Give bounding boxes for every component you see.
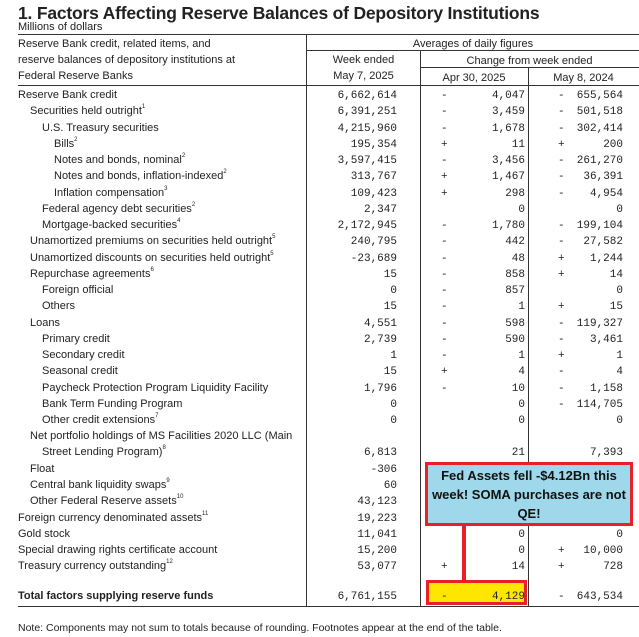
divider: [420, 67, 639, 68]
cell-value: 1,796: [363, 382, 397, 395]
cell-value: 0: [390, 415, 397, 427]
row-label: Mortgage-backed securities$^4$: [42, 218, 181, 231]
table-row: [0, 250, 639, 266]
cell-c1: 3,459: [491, 106, 525, 119]
cell-value: -23,689: [350, 252, 397, 265]
row-label: Paycheck Protection Program Liquidity Facility: [42, 381, 269, 394]
cell-s2: -: [558, 171, 565, 184]
cell-c1: 857: [505, 285, 525, 297]
footnote-ref: 10: [176, 494, 184, 501]
cell-value: 109,423: [350, 187, 397, 200]
row-label: U.S. Treasury securities: [42, 121, 159, 134]
cell-s1: -: [441, 382, 448, 395]
cell-s2: +: [558, 301, 565, 314]
footnote: Note: Components may not sum to totals because of rounding. Footnotes appear at the end of the table.: [18, 622, 502, 634]
cell-value: 3,597,415: [337, 155, 397, 167]
cell-s2: -: [558, 187, 565, 200]
header-col1: Apr 30, 2025: [442, 72, 506, 84]
row-label: Secondary credit: [42, 349, 125, 361]
header-col2: May 8, 2024: [553, 72, 614, 84]
header-week-ended: Week ended: [332, 54, 395, 66]
table-row: [0, 428, 639, 461]
cell-value: 43,123: [357, 496, 397, 509]
cell-c2: 1,158: [589, 382, 623, 395]
cell-value: 60: [383, 480, 397, 492]
cell-s2: -: [558, 333, 565, 346]
cell-value: 240,795: [350, 236, 397, 249]
row-label: Foreign official: [42, 284, 114, 296]
cell-s2: -: [558, 220, 565, 232]
table-row: [0, 185, 639, 201]
footnote-ref: 5: [272, 234, 276, 241]
table-row: [0, 298, 639, 314]
row-label: Unamortized discounts on securities held outright$^5$: [30, 250, 274, 264]
row-label: Inflation compensation$^3$: [54, 185, 168, 199]
cell-value: 2,172,945: [337, 220, 397, 232]
cell-c2: 4: [616, 366, 623, 379]
cell-c1: 11: [511, 138, 525, 151]
cell-value: 1: [390, 350, 397, 362]
row-label: Loans: [30, 316, 60, 329]
footnote-ref: 2: [191, 201, 196, 208]
footnote-ref: 2: [223, 169, 227, 176]
cell-c2: 3,461: [589, 333, 623, 346]
cell-c2: 0: [616, 415, 623, 427]
cell-s2: -: [558, 90, 565, 102]
cell-c1: 48: [511, 252, 525, 265]
table-row: [0, 201, 639, 217]
annotation-callout: Fed Assets fell -$4.12Bn this week! SOMA purchases are not QE!: [425, 462, 633, 526]
footnote-ref: 11: [202, 510, 209, 517]
table-row: [0, 363, 639, 379]
cell-c2: 27,582: [583, 236, 623, 249]
cell-c1: 0: [518, 203, 525, 216]
row-label: Other credit extensions$^7$: [42, 413, 159, 426]
row-label: Net portfolio holdings of MS Facilities 2020 LLC (Main: [30, 430, 293, 443]
row-label: Notes and bonds, inflation-indexed$^2$: [54, 169, 227, 183]
cell-s1: -: [441, 285, 448, 297]
row-label: Other Federal Reserve assets$^{10}$: [30, 494, 184, 508]
row-label: Others: [42, 300, 76, 313]
row-label: Reserve Bank credit: [18, 89, 118, 101]
table-row: [0, 331, 639, 347]
footnote-ref: 2: [74, 136, 78, 143]
row-label: Securities held outright$^1$: [30, 104, 146, 118]
cell-c1: 0: [518, 415, 525, 427]
row-label: Treasury currency outstanding$^{12}$: [18, 559, 173, 573]
row-label: Foreign currency denominated assets$^{11}$: [18, 510, 209, 524]
table-row: [0, 380, 639, 396]
cell-c2: 10,000: [583, 545, 623, 557]
table-row: [0, 347, 639, 363]
cell-s2: -: [558, 122, 565, 135]
cell-s1: -: [441, 236, 448, 249]
cell-s1: +: [441, 138, 448, 151]
cell-value: 19,223: [357, 512, 397, 525]
row-label: Gold stock: [18, 527, 70, 540]
cell-c1: 1: [518, 350, 525, 362]
row-label: Central bank liquidity swaps$^9$: [30, 478, 170, 491]
cell-value: 2,739: [363, 333, 397, 346]
cell-c2: 14: [609, 268, 623, 281]
cell-value: 53,077: [357, 561, 397, 574]
cell-s2: +: [558, 545, 565, 557]
cell-value: 6,813: [363, 447, 397, 460]
cell-c2: 302,414: [576, 122, 623, 135]
cell-c2: 1: [616, 350, 623, 362]
cell-c2: 114,705: [576, 398, 623, 411]
cell-c2: 36,391: [583, 171, 623, 184]
cell-value: 6,662,614: [337, 90, 397, 102]
footnote-ref: 12: [166, 559, 173, 566]
footnote-ref: 4: [177, 218, 181, 224]
cell-value: 15: [383, 268, 397, 281]
header-desc-3: Federal Reserve Banks: [18, 70, 133, 82]
cell-s1: -: [441, 252, 448, 265]
cell-s1: +: [441, 366, 448, 379]
table-row: [0, 168, 639, 184]
cell-s2: +: [558, 138, 565, 151]
cell-value: 15,200: [357, 545, 397, 557]
total-change2: 643,534: [576, 591, 623, 603]
cell-s2: +: [558, 252, 565, 265]
footnote-ref: 2: [181, 153, 186, 159]
footnote-ref: 6: [150, 266, 154, 273]
footnote-ref: 1: [141, 104, 146, 111]
footnote-ref: 3: [164, 185, 168, 192]
row-label: Federal agency debt securities$^2$: [42, 201, 196, 215]
cell-c2: 119,327: [576, 317, 623, 330]
cell-s1: +: [441, 187, 448, 200]
cell-value: 6,391,251: [337, 106, 397, 119]
cell-c2: 0: [616, 528, 623, 541]
cell-s2: -: [558, 398, 565, 411]
cell-c1: 590: [505, 333, 525, 346]
cell-s1: -: [441, 333, 448, 346]
row-label: Bills$^2$: [54, 136, 78, 150]
units-label: Millions of dollars: [18, 21, 103, 33]
cell-s2: +: [558, 561, 565, 574]
total-sign1: -: [441, 591, 448, 603]
divider: [18, 606, 639, 607]
cell-c1: 1,780: [491, 220, 525, 232]
cell-c1: 1: [518, 301, 525, 314]
header-week-date: May 7, 2025: [333, 70, 394, 82]
cell-c2: 0: [616, 285, 623, 297]
callout-connector: [462, 526, 466, 581]
cell-s1: -: [441, 122, 448, 135]
total-row: [0, 588, 639, 604]
table-row: [0, 526, 639, 542]
table-row: [0, 282, 639, 298]
cell-c2: 261,270: [576, 155, 623, 167]
cell-c1: 858: [505, 268, 525, 281]
table-row: [0, 266, 639, 282]
table-row: [0, 120, 639, 136]
cell-value: 15: [383, 366, 397, 379]
cell-s2: +: [558, 268, 565, 281]
cell-c2: 655,564: [576, 90, 623, 102]
total-change1: 4,129: [491, 591, 525, 603]
table-row: [0, 542, 639, 558]
cell-c1: 0: [518, 528, 525, 541]
cell-s2: -: [558, 366, 565, 379]
header-change-from: Change from week ended: [466, 55, 593, 67]
divider: [307, 50, 639, 51]
cell-c1: 0: [518, 398, 525, 411]
cell-c1: 14: [511, 561, 525, 574]
cell-c2: 0: [616, 203, 623, 216]
row-label: Primary credit: [42, 332, 110, 345]
table-row: [0, 217, 639, 233]
cell-c1: 442: [505, 236, 525, 249]
cell-s1: -: [441, 106, 448, 119]
cell-c2: 501,518: [576, 106, 623, 119]
divider: [18, 34, 639, 35]
cell-value: 4,551: [363, 317, 397, 330]
cell-value: 15: [383, 301, 397, 314]
cell-value: 11,041: [357, 528, 397, 541]
cell-s2: -: [558, 382, 565, 395]
table-row: [0, 558, 639, 574]
cell-s2: -: [558, 317, 565, 330]
cell-s1: +: [441, 561, 448, 574]
table-row: [0, 87, 639, 103]
cell-c2: 728: [603, 561, 623, 574]
cell-value: 0: [390, 285, 397, 297]
table-row: [0, 103, 639, 119]
cell-c2: 199,104: [576, 220, 623, 232]
cell-s1: -: [441, 220, 448, 232]
table-row: [0, 396, 639, 412]
footnote-ref: 5: [270, 250, 274, 257]
divider: [18, 85, 639, 86]
cell-s1: -: [441, 90, 448, 102]
cell-c1: 598: [505, 317, 525, 330]
footnote-ref: 7: [155, 413, 159, 419]
row-label: Float: [30, 462, 55, 475]
row-label: Notes and bonds, nominal$^2$: [54, 153, 186, 166]
cell-c1: 0: [518, 545, 525, 557]
table-row: [0, 233, 639, 249]
total-value: 6,761,155: [337, 591, 397, 603]
cell-c2: 15: [609, 301, 623, 314]
cell-value: 0: [390, 398, 397, 411]
cell-s1: -: [441, 155, 448, 167]
footnote-ref: 8: [162, 445, 166, 452]
cell-c1: 298: [505, 187, 525, 200]
cell-c1: 3,456: [491, 155, 525, 167]
cell-c2: 7,393: [589, 447, 623, 460]
cell-value: 195,354: [350, 138, 397, 151]
cell-value: 2,347: [363, 203, 397, 216]
row-label: Special drawing rights certificate account: [18, 544, 218, 556]
cell-c1: 1,678: [491, 122, 525, 135]
total-label: Total factors supplying reserve funds: [18, 590, 214, 602]
footnote-ref: 9: [166, 478, 170, 484]
row-label: Repurchase agreements$^6$: [30, 266, 154, 280]
cell-s1: -: [441, 301, 448, 314]
cell-c1: 1,467: [491, 171, 525, 184]
cell-s1: +: [441, 171, 448, 184]
cell-c1: 10: [511, 382, 525, 395]
cell-s2: -: [558, 236, 565, 249]
header-averages: Averages of daily figures: [412, 38, 534, 50]
table-row: [0, 412, 639, 428]
row-label: Unamortized premiums on securities held outright$^5$: [30, 234, 276, 248]
row-label: Bank Term Funding Program: [42, 397, 183, 410]
table-row: [0, 152, 639, 168]
cell-c1: 4,047: [491, 90, 525, 102]
cell-s1: -: [441, 317, 448, 330]
total-sign2: -: [558, 591, 565, 603]
cell-c2: 4,954: [589, 187, 623, 200]
cell-value: 4,215,960: [337, 122, 397, 135]
header-desc-1: Reserve Bank credit, related items, and: [18, 38, 211, 50]
cell-s1: -: [441, 350, 448, 362]
cell-s2: -: [558, 155, 565, 167]
cell-c2: 200: [603, 138, 623, 151]
cell-s2: -: [558, 106, 565, 119]
page-title: 1. Factors Affecting Reserve Balances of Depository Institutions: [18, 3, 540, 23]
cell-s2: +: [558, 350, 565, 362]
cell-c2: 1,244: [589, 252, 623, 265]
cell-s1: -: [441, 268, 448, 281]
table-row: [0, 315, 639, 331]
row-label: Seasonal credit: [42, 365, 118, 378]
cell-value: -306: [370, 463, 397, 476]
header-desc-2: reserve balances of depository institutions at: [18, 54, 236, 66]
row-label-cont: Street Lending Program)$^8$: [42, 445, 166, 459]
cell-value: 313,767: [350, 171, 397, 184]
table-row: [0, 136, 639, 152]
cell-c1: 21: [511, 447, 525, 460]
cell-c1: 4: [518, 366, 525, 379]
